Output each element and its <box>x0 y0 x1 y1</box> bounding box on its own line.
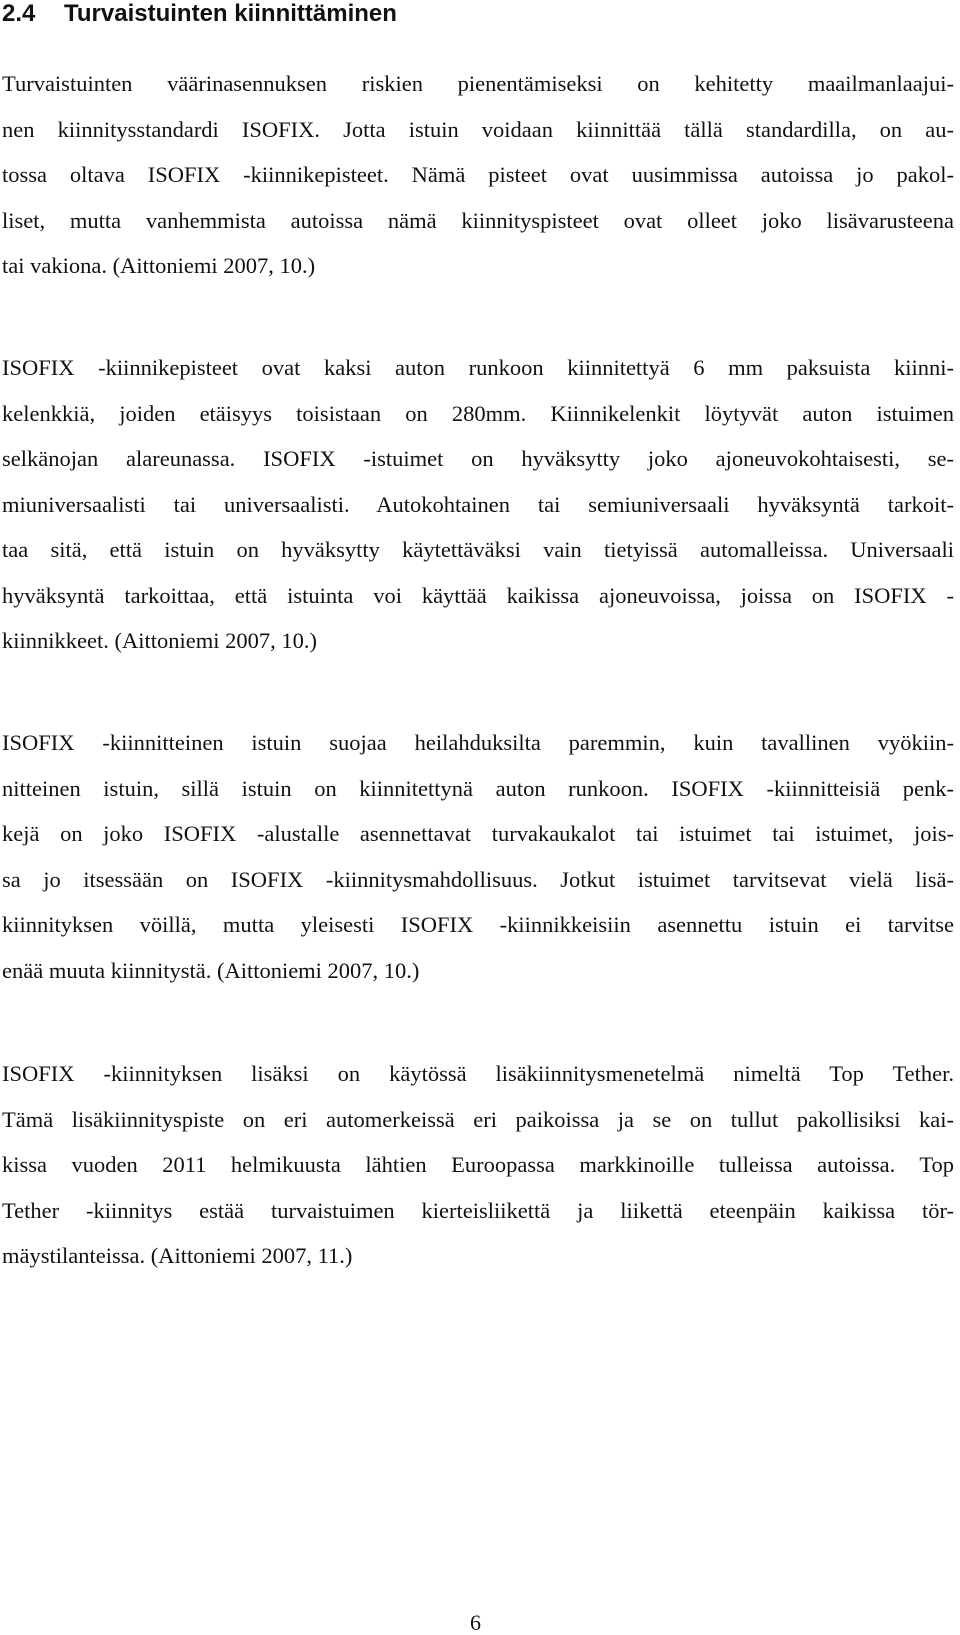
text-line: sa jo itsessään on ISOFIX -kiinnitysmahdollisuus. Jotkut istuimet tarvitsevat vielä lisä- <box>2 866 954 892</box>
section-number: 2.4 <box>2 0 36 27</box>
text-line: selkänojan alareunassa. ISOFIX -istuimet on hyväksytty joko ajoneuvokohtaisesti, se- <box>2 446 954 471</box>
paragraph-1 <box>2 61 954 289</box>
section-heading <box>2 0 397 28</box>
text-line: miuniversaalisti tai universaalisti. Autokohtainen tai semiuniversaali hyväksyntä tarkoit- <box>2 491 954 517</box>
text-line: tai vakiona. (Aittoniemi 2007, 10.) <box>2 253 316 278</box>
text-line: hyväksyntä tarkoittaa, että istuinta voi käyttää kaikissa ajoneuvoissa, joissa on ISOFIX - <box>2 582 954 608</box>
text-line: nen kiinnitysstandardi ISOFIX. Jotta istuin voidaan kiinnittää tällä standardilla, on au- <box>2 116 954 142</box>
text-line: ISOFIX -kiinnikepisteet ovat kaksi auton runkoon kiinnitettyä 6 mm paksuista kiinni- <box>2 355 954 380</box>
text-line: taa sitä, että istuin on hyväksytty käytettäväksi vain tietyissä automalleissa. Universaali <box>2 537 954 562</box>
text-line: liset, mutta vanhemmista autoissa nämä kiinnityspisteet ovat olleet joko lisävarusteena <box>2 207 954 233</box>
text-line: kejä on joko ISOFIX -alustalle asennettavat turvakaukalot tai istuimet tai istuimet, jois- <box>2 821 954 846</box>
page-number: 6 <box>470 1610 481 1635</box>
text-line: nitteinen istuin, sillä istuin on kiinnitettynä auton runkoon. ISOFIX -kiinnitteisiä penk- <box>2 775 954 801</box>
paragraph-4 <box>2 1051 954 1279</box>
text-line: kelenkkiä, joiden etäisyys toisistaan on 280mm. Kiinnikelenkit löytyvät auton istuimen <box>2 400 954 426</box>
text-line: Tämä lisäkiinnityspiste on eri automerkeissä eri paikoissa ja se on tullut pakollisiksi kai- <box>2 1106 954 1132</box>
section-title: Turvaistuinten kiinnittäminen <box>64 0 397 27</box>
text-line: ISOFIX -kiinnityksen lisäksi on käytössä lisäkiinnitysmenetelmä nimeltä Top Tether. <box>2 1061 954 1086</box>
text-line: Turvaistuinten väärinasennuksen riskien pienentämiseksi on kehitetty maailmanlaajui- <box>2 71 954 96</box>
text-line: kissa vuoden 2011 helmikuusta lähtien Euroopassa markkinoille tulleissa autoissa. Top <box>2 1152 954 1177</box>
text-line: kiinnikkeet. (Aittoniemi 2007, 10.) <box>2 628 317 653</box>
text-line: kiinnityksen vöillä, mutta yleisesti ISOFIX -kiinnikkeisiin asennettu istuin ei tarvitse <box>2 912 954 937</box>
paragraph-2 <box>2 345 954 664</box>
text-line: mäystilanteissa. (Aittoniemi 2007, 11.) <box>2 1243 353 1268</box>
text-line: enää muuta kiinnitystä. (Aittoniemi 2007, 10.) <box>2 957 420 983</box>
text-line: ISOFIX -kiinnitteinen istuin suojaa heilahduksilta paremmin, kuin tavallinen vyökiin- <box>2 730 954 755</box>
text-line: Tether -kiinnitys estää turvaistuimen kierteisliikettä ja liikettä eteenpäin kaikissa tör- <box>2 1197 954 1223</box>
paragraph-3 <box>2 720 954 993</box>
text-line: tossa oltava ISOFIX -kiinnikepisteet. Nämä pisteet ovat uusimmissa autoissa jo pakol- <box>2 162 954 187</box>
